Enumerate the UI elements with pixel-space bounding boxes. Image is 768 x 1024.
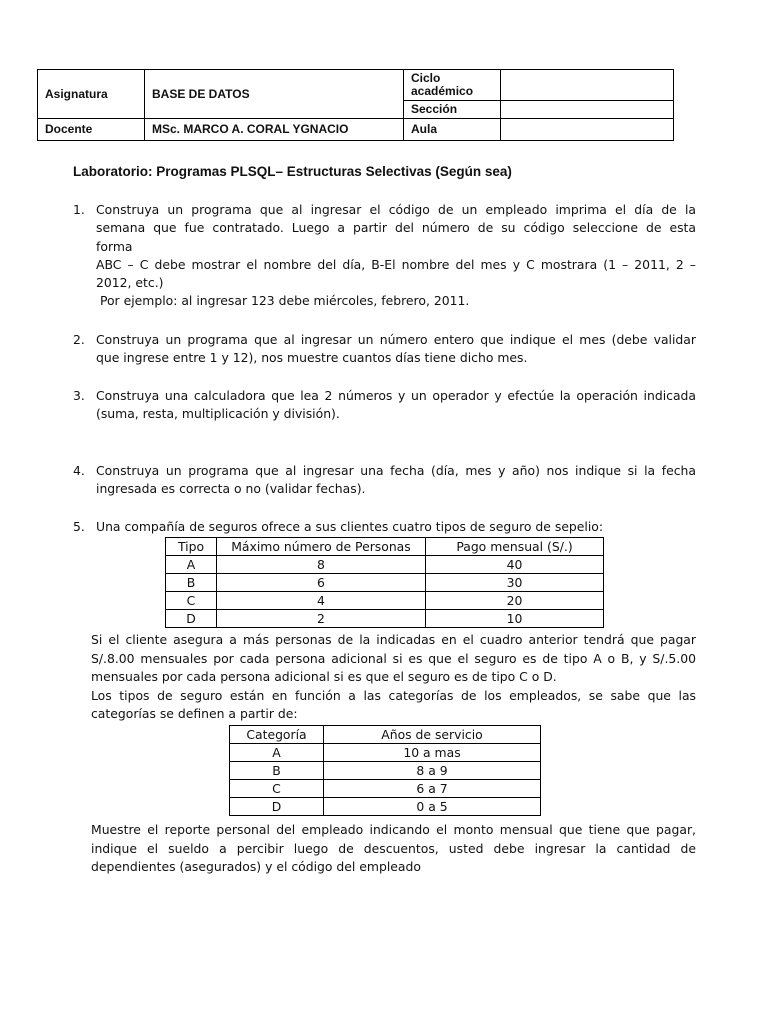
- table-cell: 8: [217, 556, 426, 574]
- exercise-number: 5.: [73, 519, 85, 534]
- seccion-value: [501, 101, 674, 119]
- seguro-explanation: [91, 631, 696, 724]
- exercise-line: 2012, etc.): [96, 275, 164, 291]
- table-cell: 6: [217, 574, 426, 592]
- exercise-line: Construya una calculadora que lea 2 números y un operador y efectúe la operación indicada: [96, 388, 696, 403]
- table-cell: 40: [426, 556, 604, 574]
- table-row: [166, 592, 604, 610]
- exercise-number: 1.: [73, 202, 85, 217]
- asignatura-label: Asignatura: [38, 70, 145, 119]
- docente-label: Docente: [38, 119, 145, 141]
- table-cell: B: [230, 762, 324, 780]
- table-cell: B: [166, 574, 217, 592]
- docente-value: MSc. MARCO A. CORAL YGNACIO: [145, 119, 404, 141]
- paragraph-line: mensuales por cada persona adicional si es que el seguro es de tipo C o D.: [91, 669, 557, 685]
- table-cell: 20: [426, 592, 604, 610]
- exercise-line: ingresada es correcta o no (validar fechas).: [96, 481, 366, 497]
- lab-title: Laboratorio: Programas PLSQL– Estructuras Selectivas (Según sea): [73, 164, 512, 179]
- exercise-line: Construya un programa que al ingresar un número entero que indique el mes (debe validar: [96, 332, 696, 347]
- table-cell: 8 a 9: [324, 762, 541, 780]
- final-instructions: [91, 821, 696, 877]
- exercise-3: [73, 387, 696, 424]
- exercise-line: Construya un programa que al ingresar una fecha (día, mes y año) nos indique si la fecha: [96, 463, 696, 478]
- paragraph-line: dependientes (asegurados) y el código del empleado: [91, 859, 421, 875]
- exercise-1: [73, 201, 696, 311]
- exercise-5: [73, 518, 696, 536]
- table-cell: 4: [217, 592, 426, 610]
- table-cell: C: [230, 780, 324, 798]
- categoria-table: [229, 725, 541, 816]
- paragraph-line: Muestre el reporte personal del empleado indicando el monto mensual que tiene que pagar,: [91, 822, 696, 837]
- table-row: [230, 744, 541, 762]
- table-cell: 10 a mas: [324, 744, 541, 762]
- aula-value: [501, 119, 674, 141]
- paragraph-line: S/.8.00 mensuales por cada persona adicional si es que el seguro es de tipo A o B, y S/.5.00: [91, 650, 696, 666]
- table-cell: 6 a 7: [324, 780, 541, 798]
- seccion-label: Sección: [404, 101, 501, 119]
- paragraph-line: Si el cliente asegura a más personas de la indicadas en el cuadro anterior tendrá que pagar: [91, 632, 696, 647]
- table-header: Categoría: [230, 726, 324, 744]
- exercise-number: 3.: [73, 388, 85, 403]
- exercise-line: ABC – C debe mostrar el nombre del día, B-El nombre del mes y C mostrara (1 – 2011, 2 –: [96, 256, 696, 272]
- exercise-line: Construya un programa que al ingresar el código de un empleado imprima el día de la: [96, 202, 696, 217]
- exercise-line: Por ejemplo: al ingresar 123 debe miércoles, febrero, 2011.: [96, 293, 470, 309]
- exercise-line: semana que fue contratado. Luego a partir del número de su código seleccione de esta: [96, 220, 696, 236]
- ciclo-label: Ciclo académico: [404, 70, 501, 101]
- table-row: [166, 610, 604, 628]
- paragraph-line: categorías se definen a partir de:: [91, 706, 298, 722]
- exercise-number: 4.: [73, 463, 85, 478]
- table-header: Años de servicio: [324, 726, 541, 744]
- ciclo-value: [501, 70, 674, 101]
- table-cell: A: [230, 744, 324, 762]
- exercise-line: que ingrese entre 1 y 12), nos muestre cuantos días tiene dicho mes.: [96, 350, 528, 366]
- table-header: Pago mensual (S/.): [426, 538, 604, 556]
- table-row: [230, 780, 541, 798]
- table-cell: D: [166, 610, 217, 628]
- paragraph-line: Los tipos de seguro están en función a las categorías de los empleados, se sabe que las: [91, 687, 696, 703]
- exercise-2: [73, 331, 696, 368]
- asignatura-value: BASE DE DATOS: [145, 70, 404, 119]
- exercise-line: (suma, resta, multiplicación y división).: [96, 406, 340, 422]
- table-cell: A: [166, 556, 217, 574]
- table-cell: 10: [426, 610, 604, 628]
- table-header: Tipo: [166, 538, 217, 556]
- table-cell: D: [230, 798, 324, 816]
- table-row: [166, 556, 604, 574]
- table-cell: 30: [426, 574, 604, 592]
- table-row: [166, 574, 604, 592]
- exercise-line: forma: [96, 238, 133, 254]
- seguro-table: [165, 537, 604, 628]
- exercise-4: [73, 462, 696, 499]
- exercise-number: 2.: [73, 332, 85, 347]
- table-header: Máximo número de Personas: [217, 538, 426, 556]
- table-cell: 2: [217, 610, 426, 628]
- paragraph-line: indique el sueldo a percibir luego de descuentos, usted debe ingresar la cantidad de: [91, 840, 696, 856]
- table-row: [230, 798, 541, 816]
- table-row: [230, 762, 541, 780]
- exercise-line: Una compañía de seguros ofrece a sus clientes cuatro tipos de seguro de sepelio:: [96, 519, 604, 534]
- table-cell: C: [166, 592, 217, 610]
- course-info-table: [37, 69, 674, 141]
- aula-label: Aula: [404, 119, 501, 141]
- table-cell: 0 a 5: [324, 798, 541, 816]
